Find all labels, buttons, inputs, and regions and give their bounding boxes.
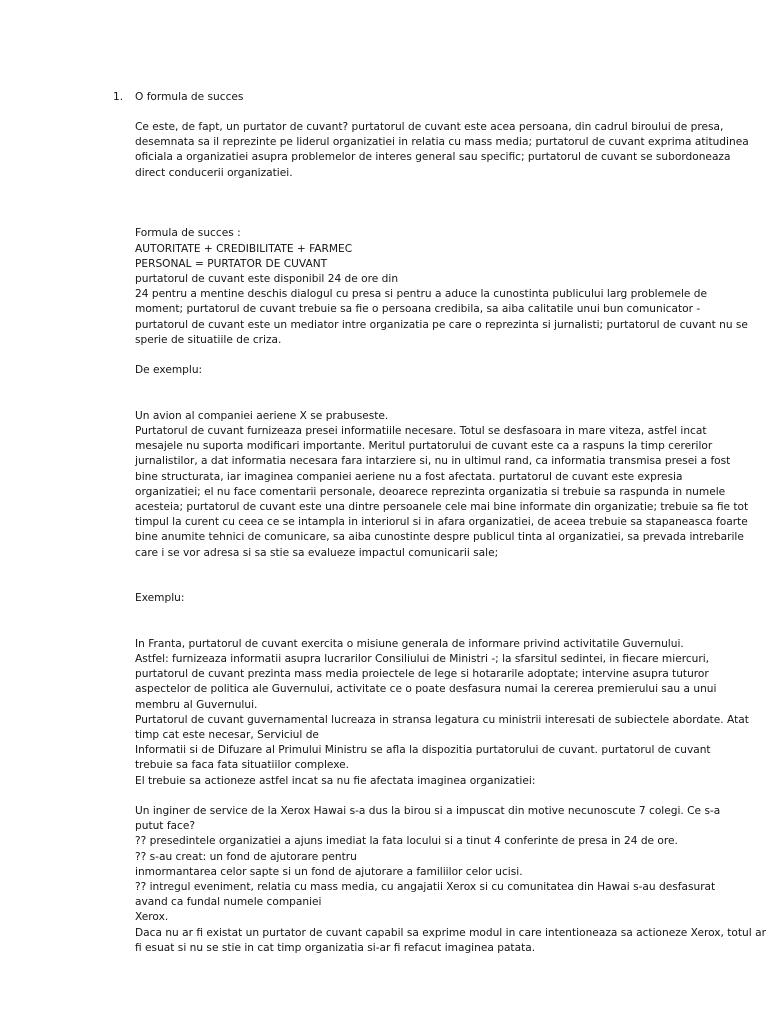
text-line: timpul la curent cu ceea ce se intampla in interiorul si in afara organizatiei, de aceea trebuie sa stapaneasca foarte — [135, 516, 748, 529]
text-line: fi esuat si nu se stie in cat timp organizatia si-ar fi refacut imaginea patata. — [135, 941, 536, 954]
text-line: sperie de situatiile de criza. — [135, 333, 282, 346]
text-line: Exemplu: — [135, 592, 185, 605]
text-line: avand ca fundal numele companiei — [135, 896, 322, 909]
text-line: bine structurata, iar imaginea companiei aeriene nu a fost afectata. purtatorul de cuvant este expresia — [135, 470, 683, 483]
text-line: Informatii si de Difuzare al Primului Ministru se afla la dispozitia purtatorului de cuvant. purtatorul de cuvant — [135, 744, 711, 757]
text-line: Ce este, de fapt, un purtator de cuvant? purtatorul de cuvant este acea persoana, din cadrul biroului de presa, — [135, 121, 724, 133]
text-line: Purtatorul de cuvant guvernamental lucreaza in stransa legatura cu ministrii interesati de subiectele abordate. Atat — [135, 713, 749, 726]
text-line: Astfel: furnizeaza informatii asupra lucrarilor Consiliului de Ministri -; la sfarsitul sedintei, in fiecare miercuri, — [135, 653, 710, 665]
text-line: In Franta, purtatorul de cuvant exercita o misiune generala de informare privind activitatile Guvernului. — [135, 637, 684, 650]
text-line: ?? intregul eveniment, relatia cu mass media, cu angajatii Xerox si cu comunitatea din Hawai s-au desfasurat — [135, 881, 716, 894]
text-line: bine anumite tehnici de comunicare, sa aiba cunostinte despre publicul tinta al organizatiei, sa prevada intrebarile — [135, 531, 744, 544]
text-line: purtatorul de cuvant este un mediator intre organizatia pe care o reprezinta si jurnalisti; purtatorul de cuvant nu se — [135, 318, 748, 331]
paragraph-definition — [135, 120, 749, 181]
text-line: moment; purtatorul de cuvant trebuie sa fie o persoana credibila, sa aiba calitatile unui bun comunicator - — [135, 303, 701, 316]
text-line: putut face? — [135, 820, 196, 833]
section-heading: O formula de succes — [135, 91, 244, 103]
paragraph-example-label-2 — [135, 591, 687, 606]
text-line: acesteia; purtatorul de cuvant este una dintre persoanele cele mai bine informate din organizatie; trebuie sa fie tot — [135, 501, 749, 513]
text-line: El trebuie sa actioneze astfel incat sa nu fie afectata imaginea organizatiei: — [135, 774, 536, 787]
paragraph-xerox-example — [135, 804, 766, 956]
text-line: PERSONAL = PURTATOR DE CUVANT — [135, 257, 328, 270]
paragraph-france-example — [135, 637, 749, 789]
text-line: Un inginer de service de la Xerox Hawai s-a dus la birou si a impuscat din motive necunoscute 7 colegi. Ce s-a — [135, 805, 721, 818]
text-line: desemnata sa il reprezinte pe liderul organizatiei in relatia cu mass media; purtatorul de cuvant exprima atitudinea — [135, 136, 749, 149]
text-line: oficiala a organizatiei asupra problemelor de interes general sau specific; purtatorul de cuvant se subordoneaza — [135, 151, 731, 164]
text-line: Un avion al companiei aeriene X se prabuseste. — [135, 409, 389, 422]
paragraph-formula — [135, 226, 748, 348]
text-line: De exemplu: — [135, 364, 203, 377]
text-line: care i se vor adresa si sa stie sa evalueze impactul comunicarii sale; — [135, 546, 499, 559]
text-line: membru al Guvernului. — [135, 698, 258, 711]
paragraph-example-label — [135, 363, 687, 378]
text-line: jurnalistilor, a dat informatia necesara fara intarziere si, nu in ultimul rand, ca informatia transmisa presei a fost — [135, 455, 731, 468]
text-line: Xerox. — [135, 911, 169, 924]
paragraph-airline-example — [135, 409, 749, 561]
text-line: mesajele nu suporta modificari importante. Meritul purtatorului de cuvant este ca a raspuns la timp cererilor — [135, 440, 713, 453]
text-line: organizatiei; el nu face comentarii personale, deoarece reprezinta organizatia si trebuie sa raspunda in numele — [135, 485, 726, 498]
text-line: Purtatorul de cuvant furnizeaza presei informatiile necesare. Totul se desfasoara in mare viteza, astfel incat — [135, 424, 707, 437]
text-line: ?? s-au creat: un fond de ajutorare pentru — [135, 850, 357, 863]
list-number: 1. — [113, 91, 124, 103]
text-line: trebuie sa faca fata situatiilor complexe. — [135, 759, 350, 772]
text-line: aspectelor de politica ale Guvernului, activitate ce o poate desfasura numai la cererea premierului sau a unui — [135, 683, 717, 696]
text-line: AUTORITATE + CREDIBILITATE + FARMEC — [135, 242, 353, 255]
text-line: purtatorul de cuvant este disponibil 24 de ore din — [135, 273, 399, 285]
text-line: purtatorul de cuvant prezinta mass media proiectele de lege si hotararile adoptate; intervine asupra tuturor — [135, 668, 709, 681]
text-line: Daca nu ar fi existat un purtator de cuvant capabil sa exprime modul in care intentioneaza sa actioneze Xerox, totul ar — [135, 926, 766, 939]
text-line: Formula de succes : — [135, 227, 241, 240]
text-line: timp cat este necesar, Serviciul de — [135, 729, 319, 742]
text-line: 24 pentru a mentine deschis dialogul cu presa si pentru a aduce la cunostinta publicului larg problemele de — [135, 288, 708, 301]
text-line: ?? presedintele organizatiei a ajuns imediat la fata locului si a tinut 4 conferinte de presa in 24 de ore. — [135, 835, 678, 848]
text-line: inmormantarea celor sapte si un fond de ajutorare a familiilor celor ucisi. — [135, 865, 523, 878]
document-body — [135, 120, 766, 956]
text-line: direct conducerii organizatiei. — [135, 166, 293, 179]
